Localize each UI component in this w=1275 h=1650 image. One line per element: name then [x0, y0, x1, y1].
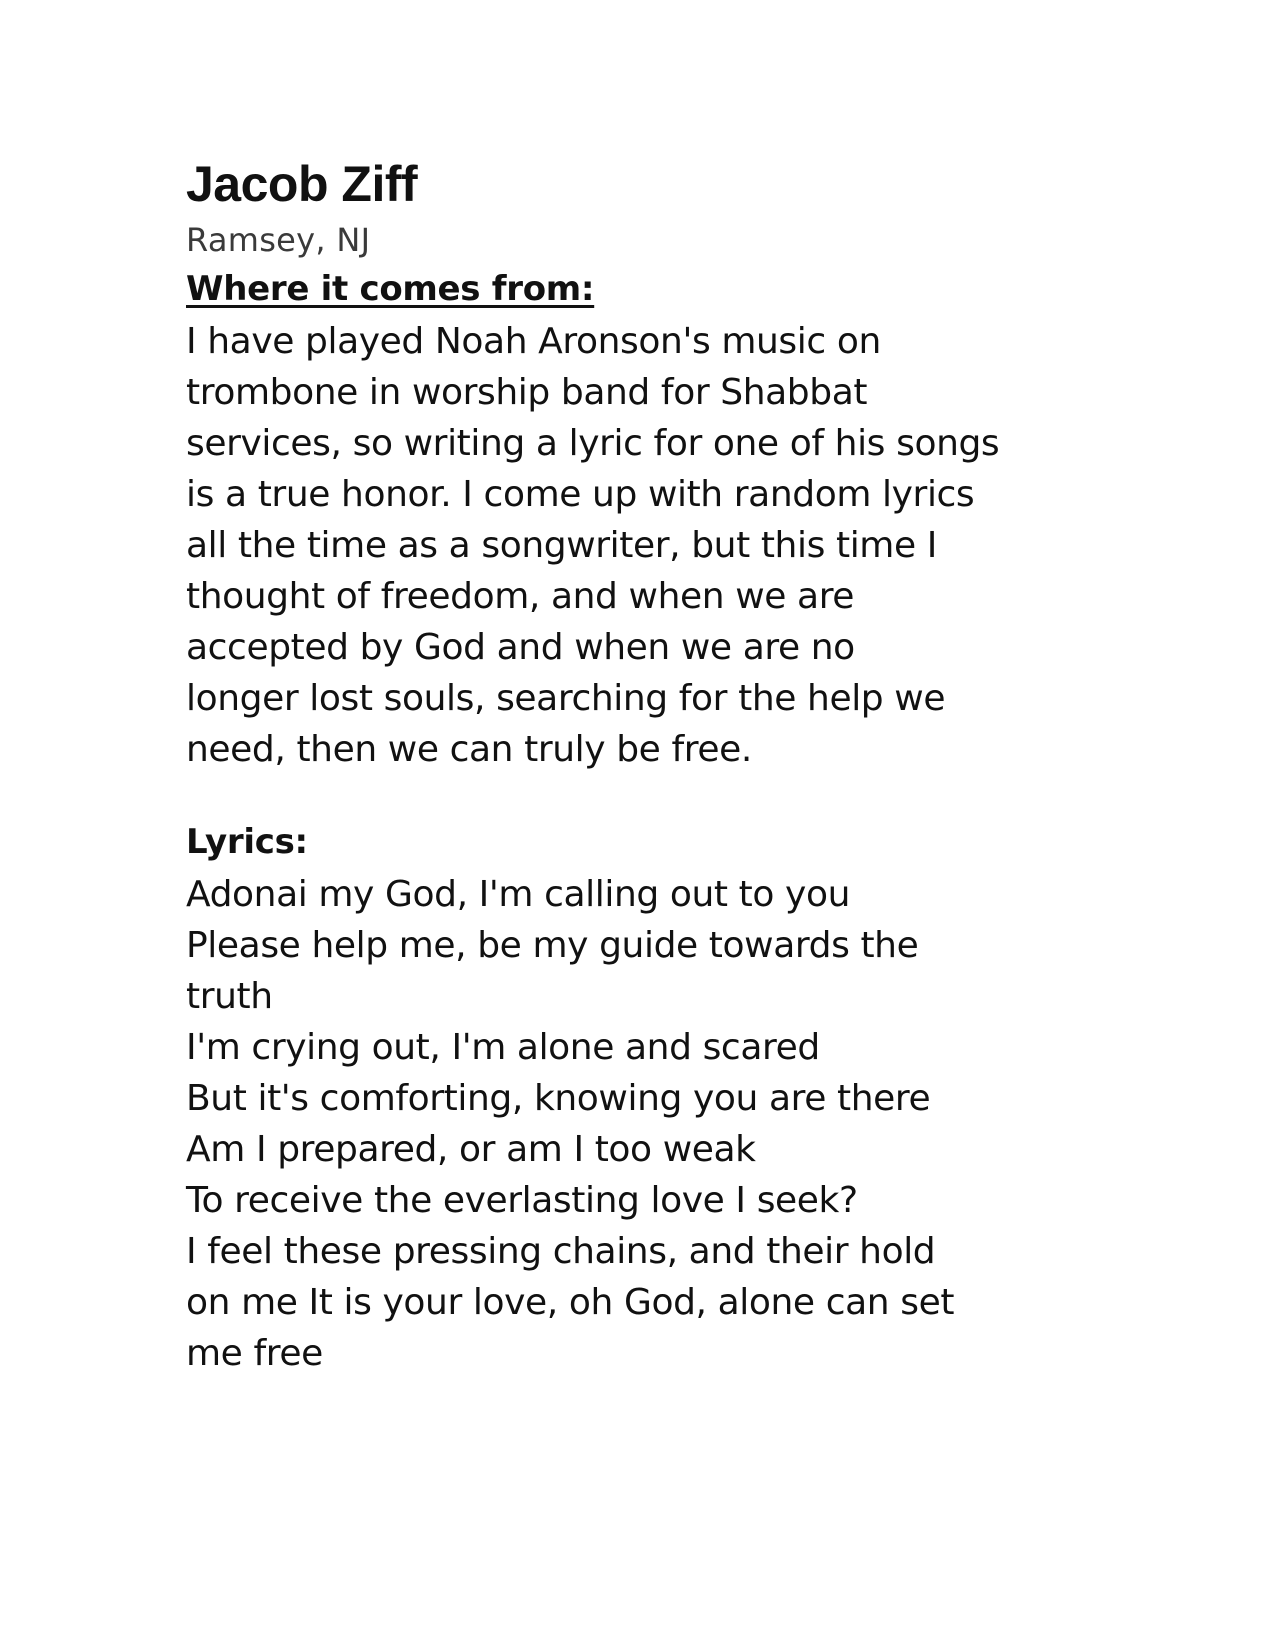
document-page [186, 150, 1086, 1379]
lyric-line: Please help me, be my guide towards the [186, 925, 919, 966]
origin-line: is a true honor. I come up with random lyrics [186, 474, 975, 515]
lyric-line: But it's comforting, knowing you are there [186, 1078, 931, 1119]
lyric-line: I feel these pressing chains, and their hold [186, 1231, 936, 1272]
origin-line: trombone in worship band for Shabbat [186, 372, 868, 413]
origin-heading: Where it comes from: [186, 269, 595, 309]
lyric-line: I'm crying out, I'm alone and scared [186, 1027, 820, 1068]
origin-paragraph [186, 316, 1086, 775]
section-spacer [186, 775, 1086, 815]
lyric-line: truth [186, 976, 273, 1017]
lyric-line: on me It is your love, oh God, alone can set [186, 1282, 955, 1323]
origin-line: longer lost souls, searching for the help we [186, 678, 946, 719]
origin-line: services, so writing a lyric for one of his songs [186, 423, 1000, 464]
lyric-line: me free [186, 1333, 323, 1374]
lyrics-paragraph [186, 869, 1086, 1379]
lyric-line: Adonai my God, I'm calling out to you [186, 874, 850, 915]
origin-line: I have played Noah Aronson's music on [186, 321, 881, 362]
lyrics-heading: Lyrics: [186, 822, 308, 862]
origin-line: need, then we can truly be free. [186, 729, 752, 770]
author-location: Ramsey, NJ [186, 221, 371, 259]
origin-line: thought of freedom, and when we are [186, 576, 855, 617]
lyric-line: To receive the everlasting love I seek? [186, 1180, 858, 1221]
lyric-line: Am I prepared, or am I too weak [186, 1129, 756, 1170]
origin-line: accepted by God and when we are no [186, 627, 855, 668]
origin-line: all the time as a songwriter, but this time I [186, 525, 937, 566]
author-name: Jacob Ziff [186, 156, 418, 212]
